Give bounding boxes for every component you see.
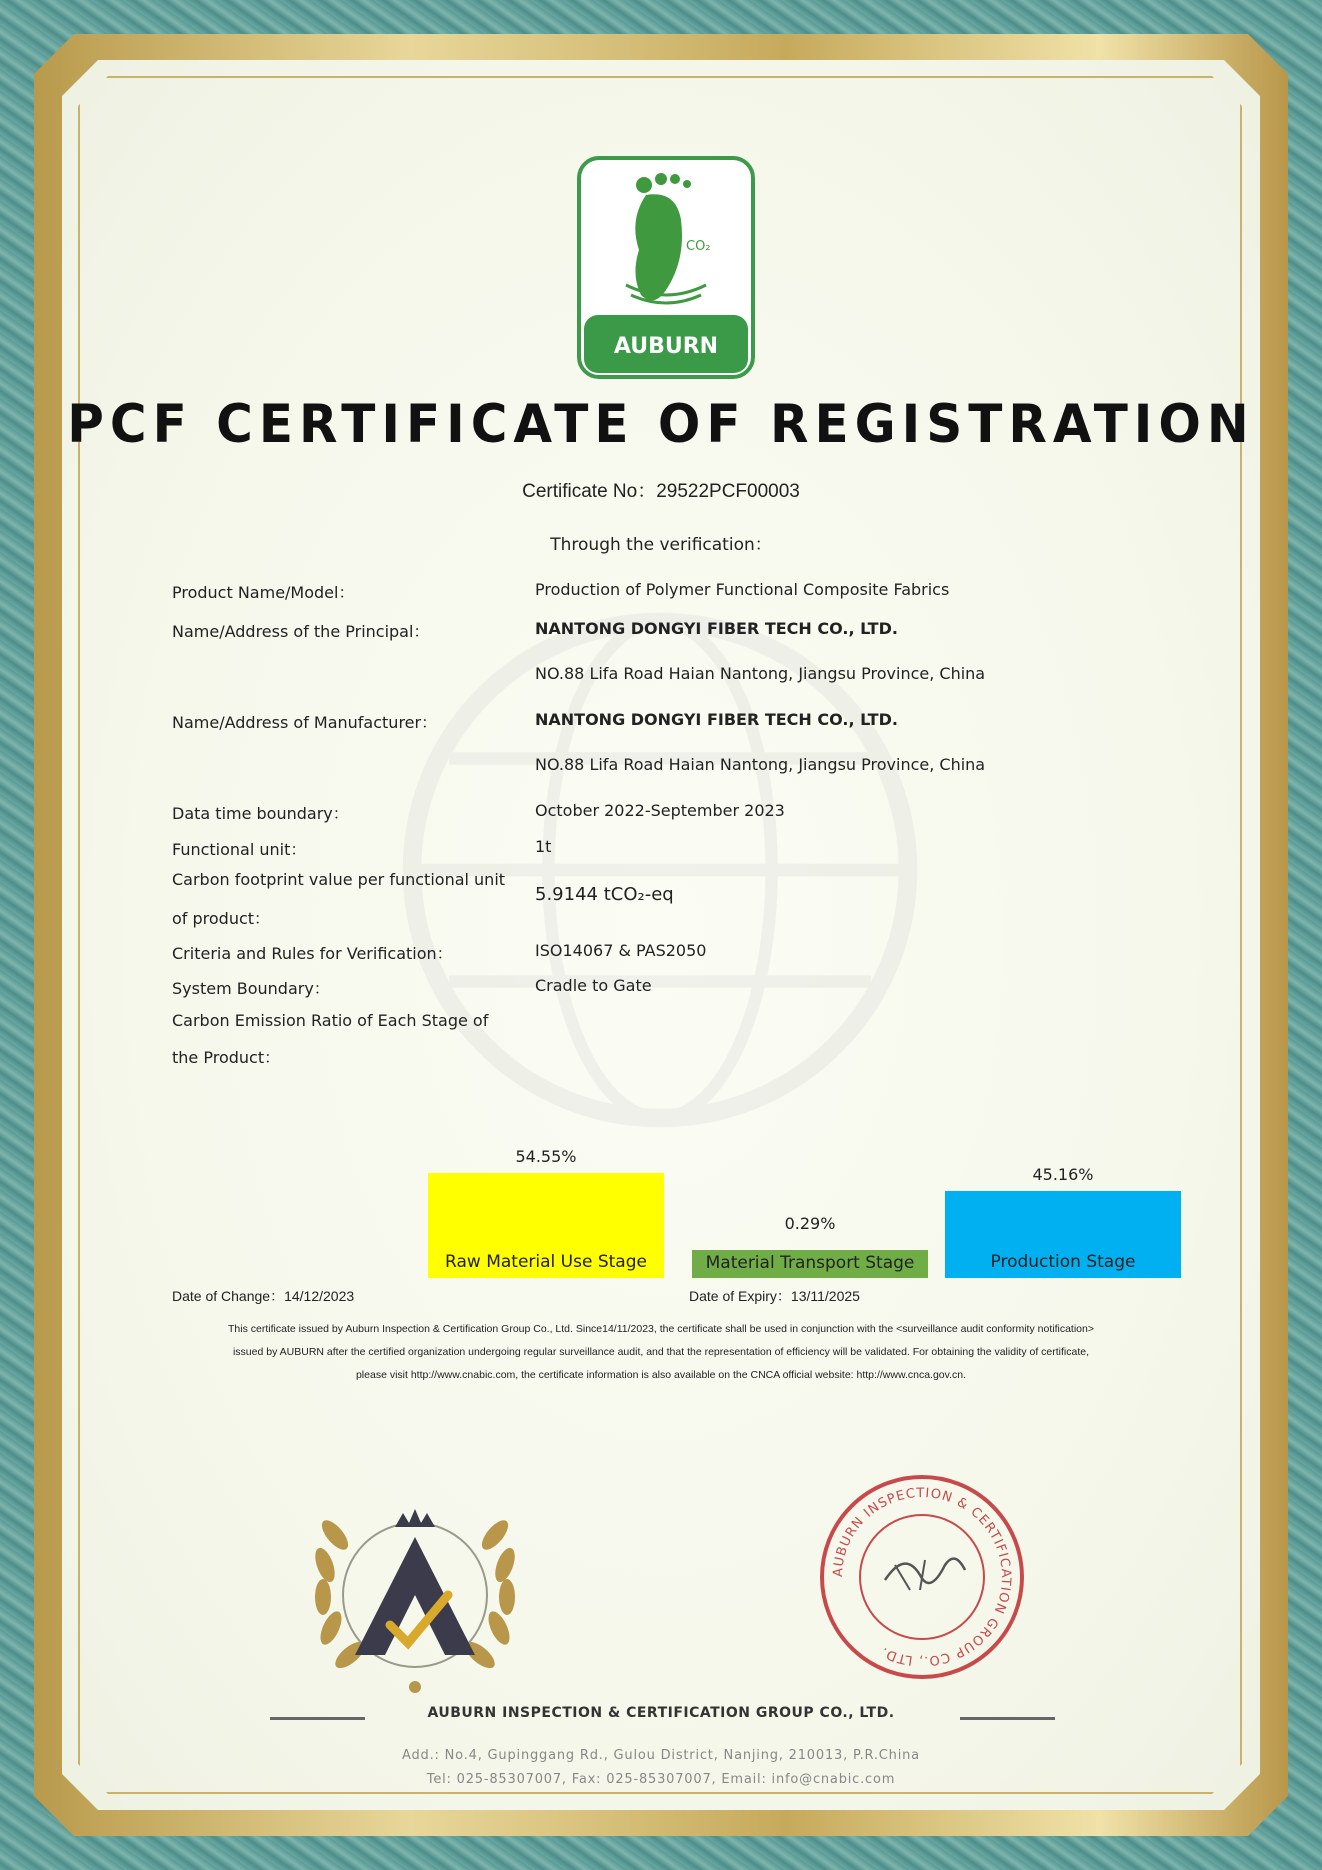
- date-of-change: Date of Change：14/12/2023: [172, 1288, 355, 1304]
- boundary-label: System Boundary：: [172, 979, 330, 998]
- principal-name: NANTONG DONGYI FIBER TECH CO., LTD.: [535, 619, 898, 638]
- boundary-value: Cradle to Gate: [535, 976, 652, 995]
- bar-2: [692, 1276, 928, 1278]
- data-time-label: Data time boundary：: [172, 804, 349, 823]
- manufacturer-address: NO.88 Lifa Road Haian Nantong, Jiangsu Province, China: [535, 755, 986, 774]
- manufacturer-name: NANTONG DONGYI FIBER TECH CO., LTD.: [535, 710, 898, 729]
- product-value: Production of Polymer Functional Composite Fabrics: [535, 580, 950, 599]
- data-time-value: October 2022-September 2023: [535, 801, 785, 820]
- rule-right: [960, 1717, 1055, 1720]
- verification-intro: Through the verification：: [550, 535, 772, 555]
- carbon-label-line2: of product：: [172, 909, 271, 928]
- carbon-label-line1: Carbon footprint value per functional unit: [172, 870, 506, 889]
- stage-ratio-chart: [0, 1140, 1322, 1280]
- ratio-label-line1: Carbon Emission Ratio of Each Stage of: [172, 1011, 489, 1030]
- principal-address: NO.88 Lifa Road Haian Nantong, Jiangsu Province, China: [535, 664, 986, 683]
- criteria-value: ISO14067 & PAS2050: [535, 941, 707, 960]
- certificate-title: PCF CERTIFICATE OF REGISTRATION: [67, 393, 1255, 455]
- certificate-notice: [120, 1318, 1202, 1387]
- ratio-label-line2: the Product：: [172, 1048, 281, 1067]
- manufacturer-label: Name/Address of Manufacturer：: [172, 713, 438, 732]
- functional-unit-value: 1t: [535, 837, 552, 856]
- product-label: Product Name/Model：: [172, 583, 355, 602]
- auburn-footprint-logo: [576, 155, 756, 380]
- official-red-seal: [815, 1470, 1030, 1685]
- bar-value-label-3: 45.16%: [1032, 1165, 1094, 1185]
- company-banner: [300, 1705, 1022, 1733]
- date-of-expiry: Date of Expiry：13/11/2025: [689, 1288, 860, 1304]
- co2-mark: CO₂: [686, 239, 711, 254]
- principal-label: Name/Address of the Principal：: [172, 622, 430, 641]
- notice-line-2: issued by AUBURN after the certified organization undergoing regular surveillance audit, and that the representation of efficiency will be validated. For obtaining the validity of certificate,: [232, 1346, 1090, 1358]
- criteria-label: Criteria and Rules for Verification：: [172, 944, 453, 963]
- category-label-3: Production Stage: [990, 1252, 1136, 1272]
- bar-value-label-2: 0.29%: [784, 1214, 836, 1233]
- notice-line-3: please visit http://www.cnabic.com, the certificate information is also available on the CNCA official website: http://www.cnca.gov.cn.: [355, 1369, 967, 1381]
- company-contact: Tel: 025-85307007, Fax: 025-85307007, Email: info@cnabic.com: [426, 1772, 896, 1787]
- category-label-2: Material Transport Stage: [692, 1250, 928, 1276]
- laurel-emblem: [295, 1465, 535, 1705]
- company-name: AUBURN INSPECTION & CERTIFICATION GROUP CO., LTD.: [427, 1705, 895, 1721]
- company-address: Add.: No.4, Gupinggang Rd., Gulou District, Nanjing, 210013, P.R.China: [402, 1748, 920, 1763]
- bar-value-label-1: 54.55%: [515, 1147, 577, 1166]
- logo-brand-text: AUBURN: [613, 334, 719, 359]
- carbon-value: 5.9144 tCO₂-eq: [535, 884, 674, 905]
- category-label-1: Raw Material Use Stage: [445, 1252, 647, 1272]
- functional-unit-label: Functional unit：: [172, 840, 307, 859]
- notice-line-1: This certificate issued by Auburn Inspection & Certification Group Co., Ltd. Since14/11/2023, the certificate shall be used in conjunction with the <surveillance audit conformity notification>: [228, 1323, 1094, 1335]
- certificate-number: Certificate No：29522PCF00003: [522, 481, 800, 502]
- seal-ring-text: AUBURN INSPECTION & CERTIFICATION GROUP CO., LTD.: [830, 1485, 1014, 1669]
